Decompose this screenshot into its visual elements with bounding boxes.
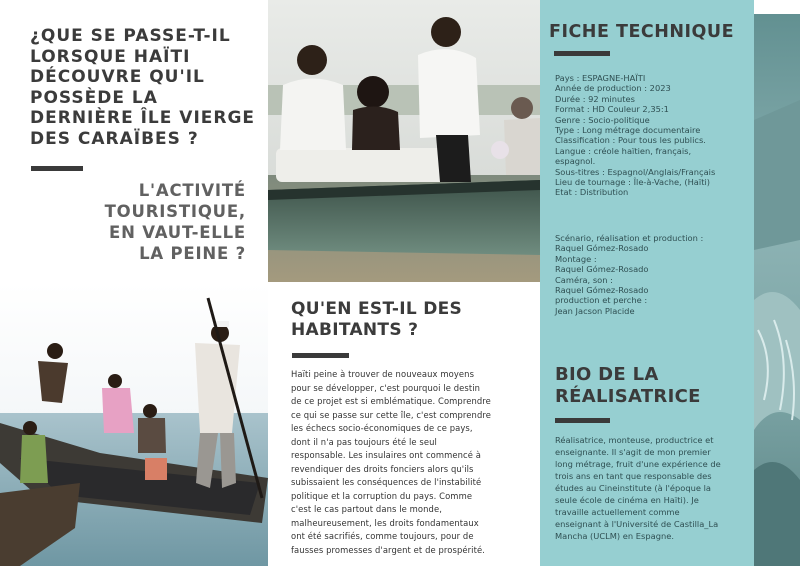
bio-line: Réalisatrice, monteuse, productrice et [555,435,714,445]
paragraph-line: ce qui se passe sur cette île, c'est comprendre [291,409,491,420]
bio-line: études au Cineinstitute (à l'époque la [555,483,711,493]
credit-line: Montage : [555,253,597,264]
tech-line: Lieu de tournage : Île-à-Vache, (Haïti) [555,177,710,188]
tech-line: Durée : 92 minutes [555,93,635,104]
question-heading [30,26,260,149]
tourism-heading [100,180,246,264]
paragraph-line: Haïti peine à trouver de nouveaux moyens [291,369,475,379]
tech-line: Classification : Pour tous les publics. [555,135,706,146]
tourism-line: TOURISTIQUE, [104,202,246,221]
divider-bar [554,51,610,56]
paragraph-line: de ce projet est si emblématique. Comprendre [291,396,491,406]
habitants-heading-line: HABITANTS ? [291,320,419,340]
credits-list [555,233,750,316]
divider-bar [292,353,349,358]
bio-line: long métrage, fruit d'une expérience de [555,459,721,469]
paragraph-line: responsable. Les insulaires ont commencé à [291,450,481,460]
tech-line: espagnol. [555,156,596,167]
tourism-line: EN VAUT-ELLE [109,223,246,242]
bio-heading-line: BIO DE LA [555,364,659,385]
question-line: DÉCOUVRE QU'IL [30,67,205,87]
credit-line: Caméra, son : [555,274,613,285]
paragraph-line: pour se développer, c'est pourquoi le destin [291,382,481,393]
question-line: DERNIÈRE ÎLE VIERGE [30,108,256,128]
tourism-line: L'ACTIVITÉ [138,181,246,200]
question-line: ¿QUE SE PASSE-T-IL [30,26,231,46]
boat-passengers-photo [268,0,540,282]
paragraph-line: dont il n'a pas toujours été le seul [291,436,437,447]
paragraph-line: ont été sacrifiés, comme toujours, pour de [291,531,474,541]
credit-line: Jean Jacson Placide [555,305,635,316]
rope-boat-photo [754,0,800,566]
paragraph-line: malheureusement, les droits fondamentaux [291,517,479,528]
divider-bar [31,166,83,171]
bio-line: Mancha (UCLM) en Espagne. [555,531,674,541]
bio-line: trois ans en tant que responsable des [555,471,712,481]
divider-bar [555,418,610,423]
paragraph-line: c'est le cas partout dans le monde, [291,504,442,514]
tech-line: Sous-titres : Espagnol/Anglais/Français [555,166,716,177]
tech-line: Langue : créole haïtien, français, [555,145,692,156]
tech-line: Type : Long métrage documentaire [555,125,701,136]
habitants-heading-line: QU'EN EST-IL DES [291,299,463,319]
tech-line: Etat : Distribution [555,187,629,198]
credit-line: Raquel Gómez-Rosado [555,243,649,254]
bio-line: seule école de cinéma en Haïti). Je [555,495,699,505]
tech-line: Genre : Socio-politique [555,114,650,125]
question-line: LORSQUE HAÏTI [30,46,191,67]
bio-line: enseignant à l'Université de Castilla_La [555,519,719,529]
bio-line: travaille actuellement comme [555,507,680,517]
paragraph-line: les échecs socio-économiques de ce pays, [291,423,473,433]
paragraph-line: subissaient les conséquences de l'instabilité [291,477,482,487]
credit-line: Scénario, réalisation et production : [555,233,704,243]
question-line: POSSÈDE LA [30,87,158,108]
technical-details-list [555,73,750,198]
credit-line: Raquel Gómez-Rosado [555,285,649,296]
paragraph-line: fausses promesses d'argent et de prospérité. [291,544,486,555]
habitants-heading [291,299,521,341]
question-line: DES CARAÏBES ? [30,128,199,149]
bio-heading-line: RÉALISATRICE [555,386,701,407]
bio-paragraph [555,434,750,542]
paragraph-line: politique et la corruption du pays. Comme [291,490,473,501]
credit-line: production et perche : [555,295,648,306]
tech-line: Pays : ESPAGNE-HAÏTI [555,73,646,83]
tech-line: Année de production : 2023 [555,83,671,94]
paragraph-line: revendiquer des droits fonciers alors qu'ils [291,463,474,474]
bio-line: enseignante. Il s'agit de mon premier [555,447,711,457]
fiche-technique-heading: FICHE TECHNIQUE [549,22,735,42]
tech-line: Format : HD Couleur 2,35:1 [555,104,669,115]
fishermen-boat-photo [0,283,268,566]
bio-heading [555,364,701,408]
habitants-paragraph [291,368,523,557]
tourism-line: LA PEINE ? [139,244,246,263]
credit-line: Raquel Gómez-Rosado [555,264,649,275]
